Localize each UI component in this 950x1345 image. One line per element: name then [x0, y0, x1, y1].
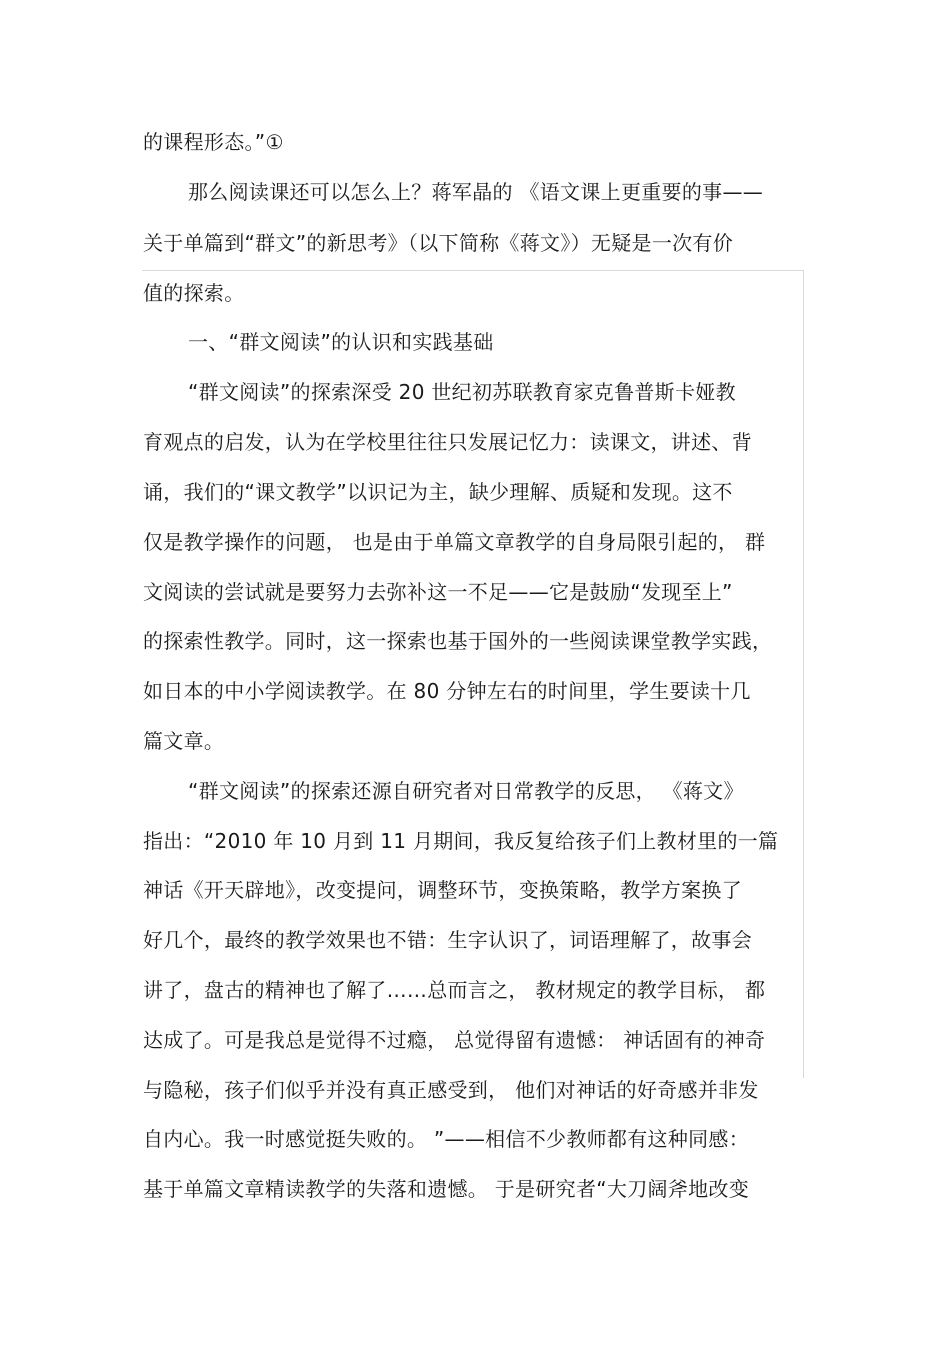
- text-line-8: 诵，我们的“课文教学”以识记为主，缺少理解、质疑和发现。这不: [143, 480, 733, 504]
- text-line-4: 值的探索。: [143, 281, 245, 305]
- text-line-19: 达成了。可是我总是觉得不过瘾， 总觉得留有遗憾： 神话固有的神奇: [143, 1028, 766, 1052]
- text-line-1: 的课程形态。”①: [143, 130, 284, 154]
- text-line-21: 自内心。我一时感觉挺失败的。 ”——相信不少教师都有这种同感：: [143, 1127, 750, 1151]
- text-line-15: 指出：“2010 年 10 月到 11 月期间，我反复给孩子们上教材里的一篇: [143, 829, 779, 853]
- text-line-3: 关于单篇到“群文”的新思考》（以下简称《蒋文》）无疑是一次有价: [143, 231, 734, 255]
- text-line-2: 那么阅读课还可以怎么上？蒋军晶的 《语文课上更重要的事——: [188, 180, 764, 204]
- frame-border-top: [142, 270, 804, 271]
- section-heading: 一、“群文阅读”的认识和实践基础: [188, 330, 494, 354]
- text-line-16: 神话《开天辟地》，改变提问，调整环节，变换策略，教学方案换了: [143, 878, 742, 902]
- text-line-10: 文阅读的尝试就是要努力去弥补这一不足——它是鼓励“发现至上”: [143, 580, 733, 604]
- text-line-7: 育观点的启发，认为在学校里往往只发展记忆力：读课文，讲述、背: [143, 430, 752, 454]
- text-line-22: 基于单篇文章精读教学的失落和遗憾。 于是研究者“大刀阔斧地改变: [143, 1177, 750, 1201]
- text-line-17: 好几个，最终的教学效果也不错：生字认识了，词语理解了，故事会: [143, 928, 752, 952]
- text-line-12: 如日本的中小学阅读教学。在 80 分钟左右的时间里，学生要读十几: [143, 679, 751, 703]
- text-line-6: “群文阅读”的探索深受 20 世纪初苏联教育家克鲁普斯卡娅教: [188, 380, 736, 404]
- text-line-20: 与隐秘，孩子们似乎并没有真正感受到， 他们对神话的好奇感并非发: [143, 1078, 759, 1102]
- text-line-14: “群文阅读”的探索还源自研究者对日常教学的反思， 《蒋文》: [188, 779, 744, 803]
- text-line-9: 仅是教学操作的问题， 也是由于单篇文章教学的自身局限引起的， 群: [143, 530, 766, 554]
- text-line-13: 篇文章。: [143, 729, 225, 753]
- text-line-11: 的探索性教学。同时，这一探索也基于国外的一些阅读课堂教学实践，: [143, 629, 773, 653]
- text-line-18: 讲了，盘古的精神也了解了……总而言之， 教材规定的教学目标， 都: [143, 978, 766, 1002]
